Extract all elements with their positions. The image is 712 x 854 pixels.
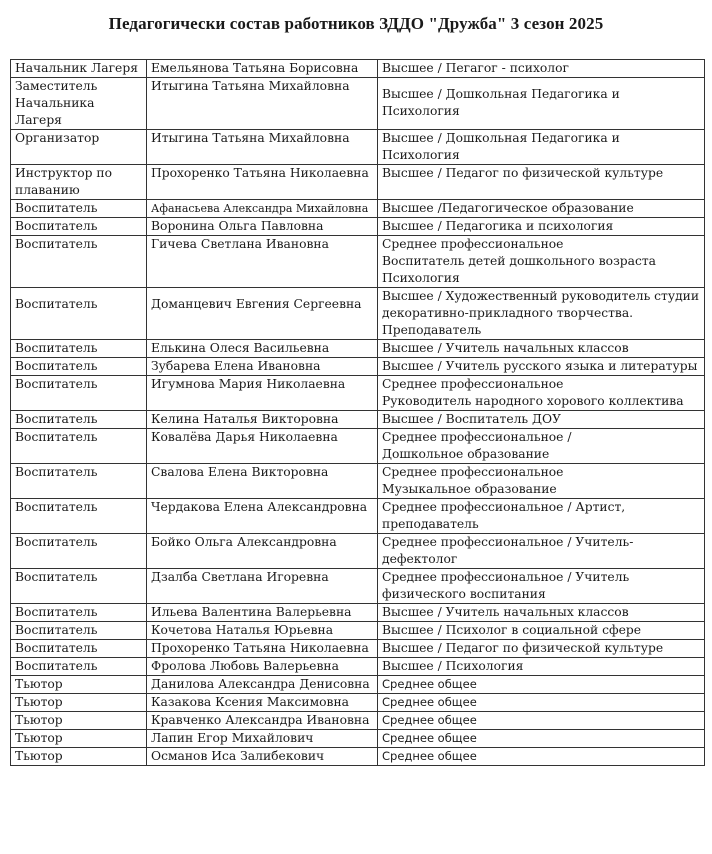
- position-cell: Воспитатель: [11, 658, 147, 676]
- name-cell: Фролова Любовь Валерьевна: [147, 658, 378, 676]
- education-cell: Высшее / Дошкольная Педагогика и Психология: [378, 130, 705, 165]
- position-cell: Воспитатель: [11, 236, 147, 288]
- name-cell: Итыгина Татьяна Михайловна: [147, 78, 378, 130]
- position-cell: Тьютор: [11, 730, 147, 748]
- education-cell: Высшее / Дошкольная Педагогика и Психология: [378, 78, 705, 130]
- education-cell: Среднее общее: [378, 748, 705, 766]
- table-row: [11, 60, 705, 78]
- education-cell: Среднее общее: [378, 730, 705, 748]
- education-line: Среднее профессиональное: [382, 377, 564, 391]
- name-cell: Доманцевич Евгения Сергеевна: [147, 288, 378, 340]
- table-row: [11, 499, 705, 534]
- name-cell: Итыгина Татьяна Михайловна: [147, 130, 378, 165]
- education-cell: [378, 236, 705, 288]
- position-cell: Воспитатель: [11, 218, 147, 236]
- table-row: [11, 694, 705, 712]
- education-line: Среднее профессиональное /: [382, 430, 572, 444]
- education-cell: Высшее / Педагог по физической культуре: [378, 640, 705, 658]
- education-cell: Среднее профессиональное / Учитель физического воспитания: [378, 569, 705, 604]
- table-row: [11, 236, 705, 288]
- table-row: [11, 622, 705, 640]
- education-cell: [378, 464, 705, 499]
- education-line: Руководитель народного хорового коллектива: [382, 394, 684, 408]
- name-cell: Елькина Олеся Васильевна: [147, 340, 378, 358]
- name-cell: Гичева Светлана Ивановна: [147, 236, 378, 288]
- education-cell: Высшее / Педагог по физической культуре: [378, 165, 705, 200]
- table-row: [11, 676, 705, 694]
- position-cell: Воспитатель: [11, 376, 147, 411]
- position-cell: Воспитатель: [11, 358, 147, 376]
- education-line: Среднее профессиональное: [382, 237, 564, 251]
- education-cell: Среднее общее: [378, 694, 705, 712]
- education-cell: Высшее / Пегагог - психолог: [378, 60, 705, 78]
- name-cell: Ковалёва Дарья Николаевна: [147, 429, 378, 464]
- position-cell: Воспитатель: [11, 604, 147, 622]
- name-cell: Свалова Елена Викторовна: [147, 464, 378, 499]
- position-cell: Инструктор по плаванию: [11, 165, 147, 200]
- position-cell: Воспитатель: [11, 622, 147, 640]
- education-line: Музыкальное образование: [382, 482, 557, 496]
- position-cell: Тьютор: [11, 748, 147, 766]
- position-cell: Заместитель Начальника Лагеря: [11, 78, 147, 130]
- table-row: [11, 730, 705, 748]
- name-cell: Казакова Ксения Максимовна: [147, 694, 378, 712]
- education-cell: Среднее общее: [378, 676, 705, 694]
- name-cell: Воронина Ольга Павловна: [147, 218, 378, 236]
- name-cell: Чердакова Елена Александровна: [147, 499, 378, 534]
- education-cell: Высшее /Педагогическое образование: [378, 200, 705, 218]
- name-cell: Зубарева Елена Ивановна: [147, 358, 378, 376]
- name-cell: Ильева Валентина Валерьевна: [147, 604, 378, 622]
- position-cell: Воспитатель: [11, 288, 147, 340]
- table-row: [11, 429, 705, 464]
- education-line: Психология: [382, 271, 460, 285]
- position-cell: Воспитатель: [11, 340, 147, 358]
- education-cell: [378, 429, 705, 464]
- position-cell: Тьютор: [11, 712, 147, 730]
- table-row: [11, 358, 705, 376]
- education-cell: Среднее профессиональное / Учитель-дефектолог: [378, 534, 705, 569]
- education-cell: Высшее / Учитель русского языка и литературы: [378, 358, 705, 376]
- name-cell: Прохоренко Татьяна Николаевна: [147, 165, 378, 200]
- education-cell: Высшее / Художественный руководитель студии декоративно-прикладного творчества. Преподаватель: [378, 288, 705, 340]
- page-title: Педагогически состав работников ЗДДО "Дружба" 3 сезон 2025: [108, 14, 604, 33]
- name-cell: Лапин Егор Михайлович: [147, 730, 378, 748]
- name-cell: Емельянова Татьяна Борисовна: [147, 60, 378, 78]
- table-row: [11, 78, 705, 130]
- education-cell: Высшее / Психология: [378, 658, 705, 676]
- position-cell: Воспитатель: [11, 534, 147, 569]
- table-row: [11, 640, 705, 658]
- table-row: [11, 464, 705, 499]
- education-cell: Среднее общее: [378, 712, 705, 730]
- name-cell: Османов Иса Залибекович: [147, 748, 378, 766]
- position-cell: Воспитатель: [11, 200, 147, 218]
- education-cell: Высшее / Педагогика и психология: [378, 218, 705, 236]
- education-line: Среднее профессиональное: [382, 465, 564, 479]
- table-row: [11, 534, 705, 569]
- name-cell: Кочетова Наталья Юрьевна: [147, 622, 378, 640]
- position-cell: Воспитатель: [11, 640, 147, 658]
- name-cell: Бойко Ольга Александровна: [147, 534, 378, 569]
- education-cell: Высшее / Воспитатель ДОУ: [378, 411, 705, 429]
- table-row: [11, 712, 705, 730]
- name-cell: Келина Наталья Викторовна: [147, 411, 378, 429]
- education-cell: Высшее / Учитель начальных классов: [378, 340, 705, 358]
- table-row: [11, 165, 705, 200]
- table-row: [11, 376, 705, 411]
- table-row: [11, 340, 705, 358]
- name-cell: Кравченко Александра Ивановна: [147, 712, 378, 730]
- name-cell: Данилова Александра Денисовна: [147, 676, 378, 694]
- position-cell: Воспитатель: [11, 429, 147, 464]
- table-row: [11, 288, 705, 340]
- table-row: [11, 200, 705, 218]
- position-cell: Тьютор: [11, 676, 147, 694]
- table-row: [11, 218, 705, 236]
- name-cell: Игумнова Мария Николаевна: [147, 376, 378, 411]
- table-row: [11, 569, 705, 604]
- name-cell: Прохоренко Татьяна Николаевна: [147, 640, 378, 658]
- position-cell: Начальник Лагеря: [11, 60, 147, 78]
- education-line: Дошкольное образование: [382, 447, 550, 461]
- table-row: [11, 411, 705, 429]
- position-cell: Воспитатель: [11, 464, 147, 499]
- table-row: [11, 604, 705, 622]
- name-cell: Дзалба Светлана Игоревна: [147, 569, 378, 604]
- position-cell: Организатор: [11, 130, 147, 165]
- table-row: [11, 748, 705, 766]
- position-cell: Воспитатель: [11, 499, 147, 534]
- staff-table: [10, 59, 705, 766]
- education-cell: Высшее / Учитель начальных классов: [378, 604, 705, 622]
- education-cell: Среднее профессиональное / Артист, преподаватель: [378, 499, 705, 534]
- table-row: [11, 658, 705, 676]
- education-line: Воспитатель детей дошкольного возраста: [382, 254, 656, 268]
- education-cell: Высшее / Психолог в социальной сфере: [378, 622, 705, 640]
- position-cell: Тьютор: [11, 694, 147, 712]
- table-row: [11, 130, 705, 165]
- education-cell: [378, 376, 705, 411]
- position-cell: Воспитатель: [11, 411, 147, 429]
- position-cell: Воспитатель: [11, 569, 147, 604]
- name-cell: Афанасьева Александра Михайловна: [147, 200, 378, 218]
